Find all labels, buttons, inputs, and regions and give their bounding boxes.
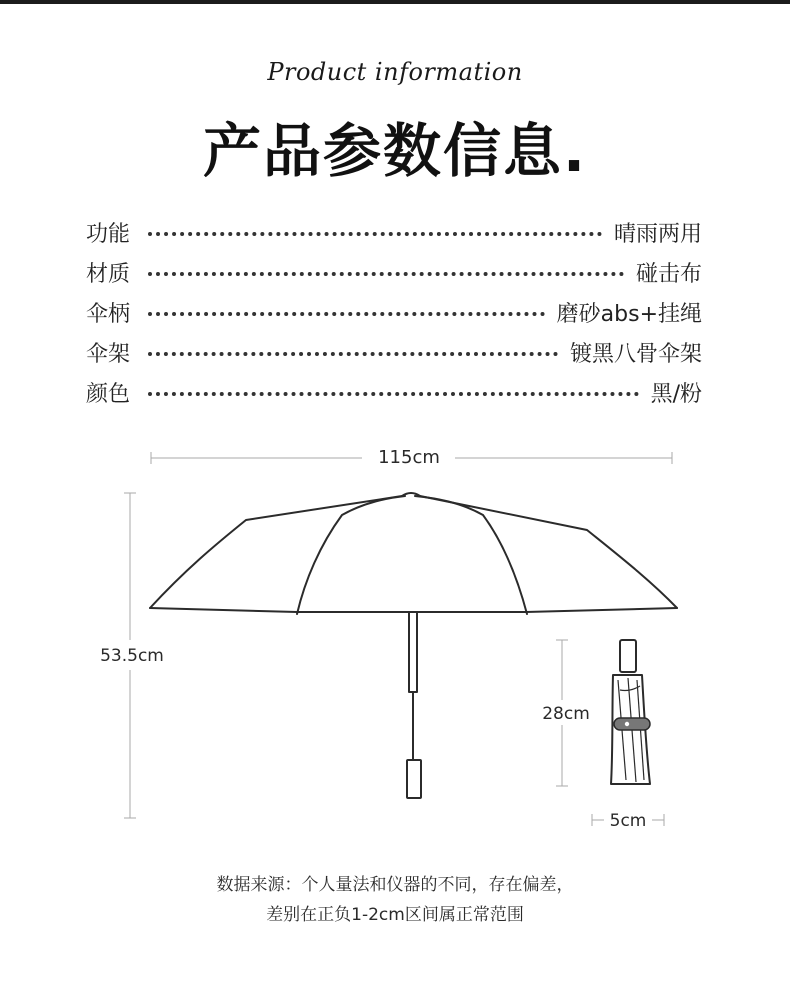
spec-label: 伞架 <box>86 341 131 367</box>
folded-umbrella-icon <box>611 640 650 784</box>
measurement-note-line1: 数据来源：个人量法和仪器的不同，存在偏差， <box>216 875 574 895</box>
open-umbrella-icon <box>150 493 677 798</box>
umbrella-dimension-diagram <box>0 430 790 850</box>
spec-value: 磨砂abs+挂绳 <box>556 301 702 327</box>
spec-row-material <box>86 252 702 292</box>
spec-value: 镀黑八骨伞架 <box>569 341 702 367</box>
dotted-leader <box>148 312 545 316</box>
spec-list <box>86 212 702 412</box>
dotted-leader <box>148 272 624 276</box>
spec-row-frame <box>86 332 702 372</box>
dotted-leader <box>148 232 602 236</box>
spec-value: 晴雨两用 <box>613 221 702 247</box>
spec-row-color <box>86 372 702 412</box>
dotted-leader <box>148 352 558 356</box>
top-border <box>0 0 790 4</box>
page-title: 产品参数信息. <box>202 117 588 185</box>
spec-label: 伞柄 <box>86 301 131 327</box>
width-label: 115cm <box>378 447 440 468</box>
folded-length-label: 28cm <box>542 704 590 724</box>
measurement-note-line2: 差别在正负1-2cm区间属正常范围 <box>266 905 524 925</box>
spec-label: 颜色 <box>86 381 131 407</box>
height-label: 53.5cm <box>100 646 164 666</box>
spec-row-function <box>86 212 702 252</box>
page-subtitle: Product information <box>267 58 523 86</box>
spec-value: 碰击布 <box>635 261 702 287</box>
spec-label: 功能 <box>86 221 131 247</box>
dotted-leader <box>148 392 639 396</box>
spec-row-handle <box>86 292 702 332</box>
spec-value: 黑/粉 <box>650 381 702 407</box>
spec-label: 材质 <box>86 261 131 287</box>
folded-width-label: 5cm <box>609 811 647 831</box>
